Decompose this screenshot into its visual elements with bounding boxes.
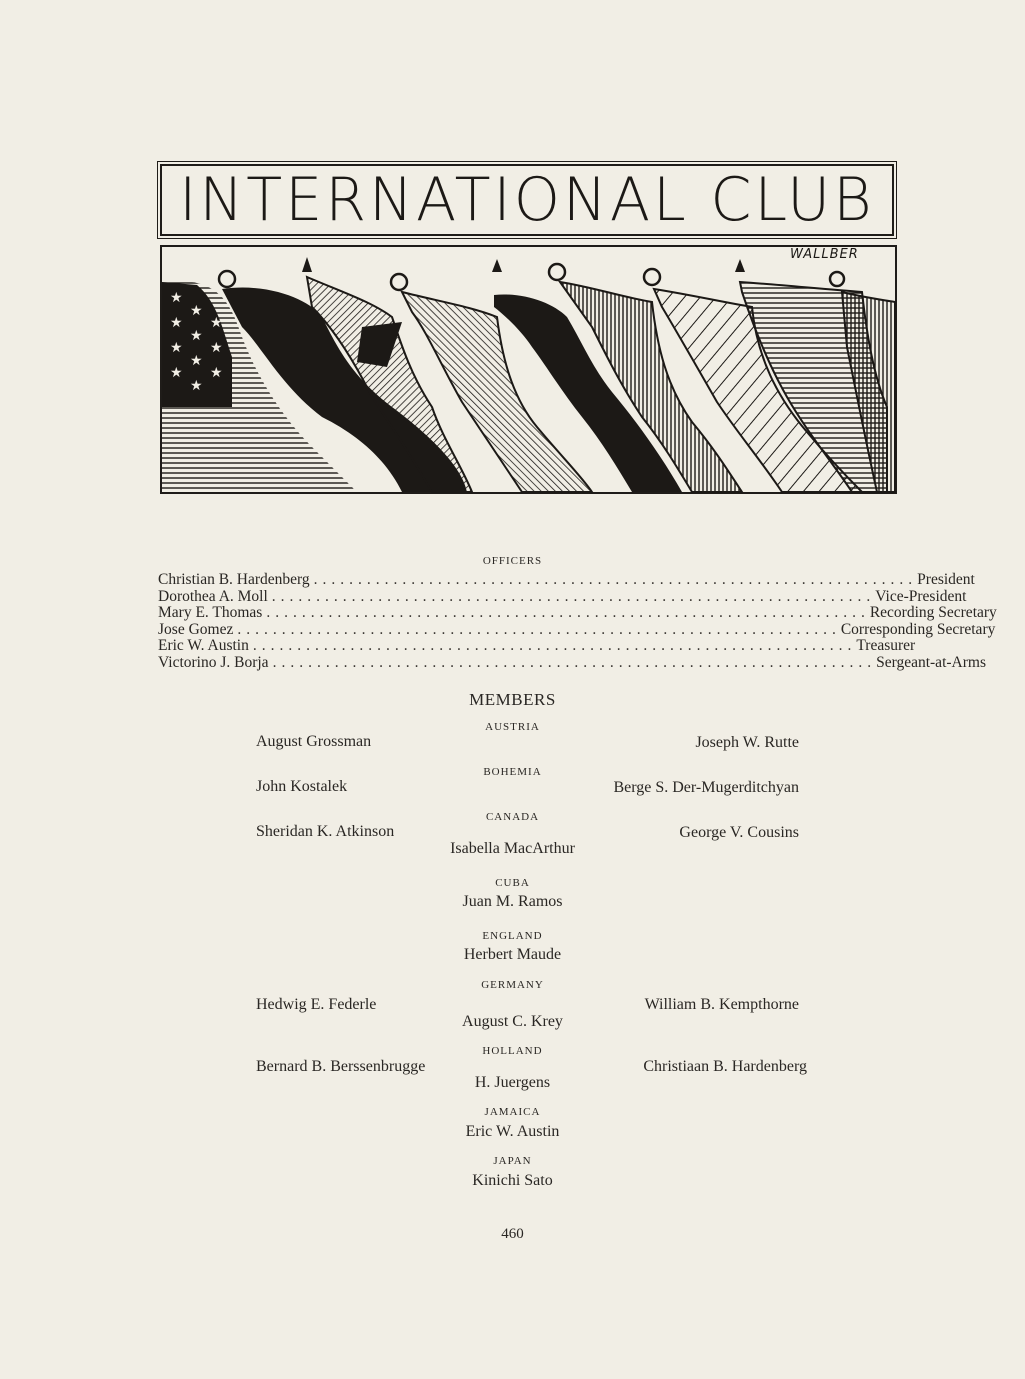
member-name: Hedwig E. Federle	[256, 996, 377, 1013]
flags-illustration	[160, 245, 897, 494]
officer-row	[158, 571, 975, 589]
leader-dots: ....................................................................	[271, 587, 876, 605]
svg-text:★: ★	[170, 340, 183, 356]
officer-row	[158, 637, 916, 655]
country-label: GERMANY	[481, 979, 544, 991]
member-name: August Grossman	[256, 733, 372, 750]
officer-role: Sergeant-at-Arms	[876, 653, 986, 671]
officer-row	[158, 604, 997, 622]
officer-name: Jose Gomez	[158, 620, 234, 638]
officer-name: Dorothea A. Moll	[158, 587, 268, 605]
officer-role: Treasurer	[856, 637, 916, 654]
leader-dots: ....................................................................	[272, 653, 877, 671]
leader-dots: ....................................................................	[313, 571, 918, 588]
officer-name: Eric W. Austin	[158, 637, 249, 654]
svg-text:★: ★	[190, 353, 203, 369]
country-label: ENGLAND	[482, 930, 543, 942]
members-heading: MEMBERS	[469, 690, 556, 709]
member-name: George V. Cousins	[679, 824, 799, 841]
member-name: Kinichi Sato	[472, 1172, 553, 1189]
officer-name: Christian B. Hardenberg	[158, 571, 310, 588]
leader-dots: ....................................................................	[266, 604, 870, 621]
member-name: Berge S. Der-Mugerditchyan	[613, 779, 799, 796]
officer-row	[158, 587, 967, 606]
officer-row	[158, 620, 996, 639]
svg-text:★: ★	[190, 378, 203, 394]
officer-role: Corresponding Secretary	[840, 620, 996, 638]
member-name: Eric W. Austin	[465, 1123, 560, 1140]
member-name: John Kostalek	[256, 778, 348, 795]
officer-name: Mary E. Thomas	[158, 604, 263, 621]
member-name: Juan M. Ramos	[462, 893, 563, 910]
svg-text:★: ★	[190, 328, 203, 344]
country-label: BOHEMIA	[483, 766, 542, 778]
member-name: August C. Krey	[462, 1013, 563, 1030]
officer-name: Victorino J. Borja	[158, 653, 269, 671]
member-name: Christiaan B. Hardenberg	[643, 1058, 807, 1075]
member-name: Herbert Maude	[463, 946, 562, 963]
country-label: JAMAICA	[484, 1106, 541, 1118]
officers-list	[158, 571, 997, 671]
member-name: Joseph W. Rutte	[695, 734, 799, 751]
officer-role: Vice-President	[875, 587, 967, 605]
country-label: CANADA	[485, 811, 540, 823]
svg-text:★: ★	[170, 290, 183, 306]
leader-dots: ....................................................................	[252, 637, 857, 654]
country-label: AUSTRIA	[485, 721, 540, 733]
officer-role: President	[917, 571, 975, 588]
svg-text:★: ★	[190, 303, 203, 319]
page-number: 460	[501, 1226, 524, 1242]
svg-text:★: ★	[210, 315, 223, 331]
country-label: CUBA	[495, 877, 530, 889]
country-label: HOLLAND	[482, 1045, 543, 1057]
member-name: H. Juergens	[474, 1074, 551, 1091]
country-label: JAPAN	[493, 1155, 532, 1167]
leader-dots: ....................................................................	[237, 620, 841, 638]
artist-signature: WALLBER	[790, 247, 859, 262]
svg-text:★: ★	[170, 365, 183, 381]
officer-row	[158, 653, 986, 672]
title-banner	[160, 164, 894, 236]
page-title: INTERNATIONAL CLUB	[179, 165, 875, 235]
svg-text:★: ★	[210, 365, 223, 381]
member-name: Bernard B. Berssenbrugge	[256, 1058, 426, 1075]
svg-text:★: ★	[170, 315, 183, 331]
svg-text:★: ★	[210, 340, 223, 356]
member-name: Isabella MacArthur	[450, 840, 575, 857]
member-name: Sheridan K. Atkinson	[256, 823, 395, 840]
officer-role: Recording Secretary	[869, 604, 997, 621]
officers-heading: OFFICERS	[482, 555, 543, 567]
member-name: William B. Kempthorne	[644, 996, 799, 1013]
